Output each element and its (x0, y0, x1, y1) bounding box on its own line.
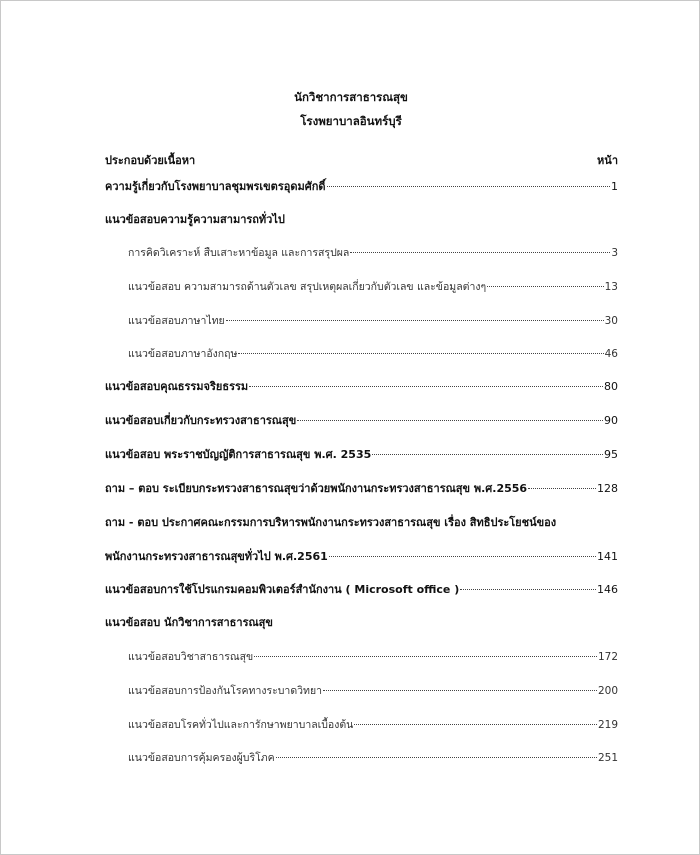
toc-entry-line2: พนักงานกระทรวงสาธารณสุขทั่วไป พ.ศ.2561 141 (105, 550, 618, 563)
toc-entry: ถาม – ตอบ ระเบียบกระทรวงสาธารณสุขว่าด้วยพนักงานกระทรวงสาธารณสุข พ.ศ.2556 128 (105, 482, 618, 495)
toc-entry: แนวข้อสอบภาษาไทย 30 (128, 315, 618, 327)
toc-entry-line1: ถาม - ตอบ ประกาศคณะกรรมการบริหารพนักงานกระทรวงสาธารณสุข เรื่อง สิทธิประโยชน์ของ (105, 516, 557, 529)
document-subtitle: โรงพยาบาลอินทร์บุรี (300, 114, 402, 128)
toc-section-heading: แนวข้อสอบ นักวิชาการสาธารณสุข (105, 616, 273, 629)
toc-entry: แนวข้อสอบวิชาสาธารณสุข 172 (128, 651, 618, 663)
toc-entry: แนวข้อสอบการป้องกันโรคทางระบาดวิทยา 200 (128, 685, 618, 697)
toc-entry: ความรู้เกี่ยวกับโรงพยาบาลชุมพรเขตรอุดมศักดิ์ 1 (105, 180, 618, 193)
contents-label: ประกอบด้วยเนื้อหา (105, 154, 196, 167)
toc-section-heading: แนวข้อสอบความรู้ความสามารถทั่วไป (105, 213, 285, 226)
toc-entry: แนวข้อสอบการใช้โปรแกรมคอมพิวเตอร์สำนักงาน ( Microsoft office ) 146 (105, 583, 618, 596)
toc-entry: แนวข้อสอบ พระราชบัญญัติการสาธารณสุข พ.ศ. 2535 95 (105, 448, 618, 461)
toc-entry: แนวข้อสอบภาษาอังกฤษ 46 (128, 348, 618, 360)
toc-entry: แนวข้อสอบการคุ้มครองผู้บริโภค 251 (128, 752, 618, 764)
document-title: นักวิชาการสาธารณสุข (294, 90, 408, 104)
toc-entry: แนวข้อสอบคุณธรรมจริยธรรม 80 (105, 380, 618, 393)
toc-entry: แนวข้อสอบโรคทั่วไปและการักษาพยาบาลเบื้องต้น 219 (128, 719, 618, 731)
toc-header (105, 153, 618, 169)
toc-entry: แนวข้อสอบเกี่ยวกับกระทรวงสาธารณสุข 90 (105, 414, 618, 427)
toc-entry: แนวข้อสอบ ความสามารถด้านตัวเลข สรุปเหตุผลเกี่ยวกับตัวเลข และข้อมูลต่างๆ 13 (128, 281, 618, 293)
page-column-label: หน้า (597, 154, 618, 167)
toc-entry: การคิดวิเคราะห์ สืบเสาะหาข้อมูล และการสรุปผล 3 (128, 247, 618, 259)
